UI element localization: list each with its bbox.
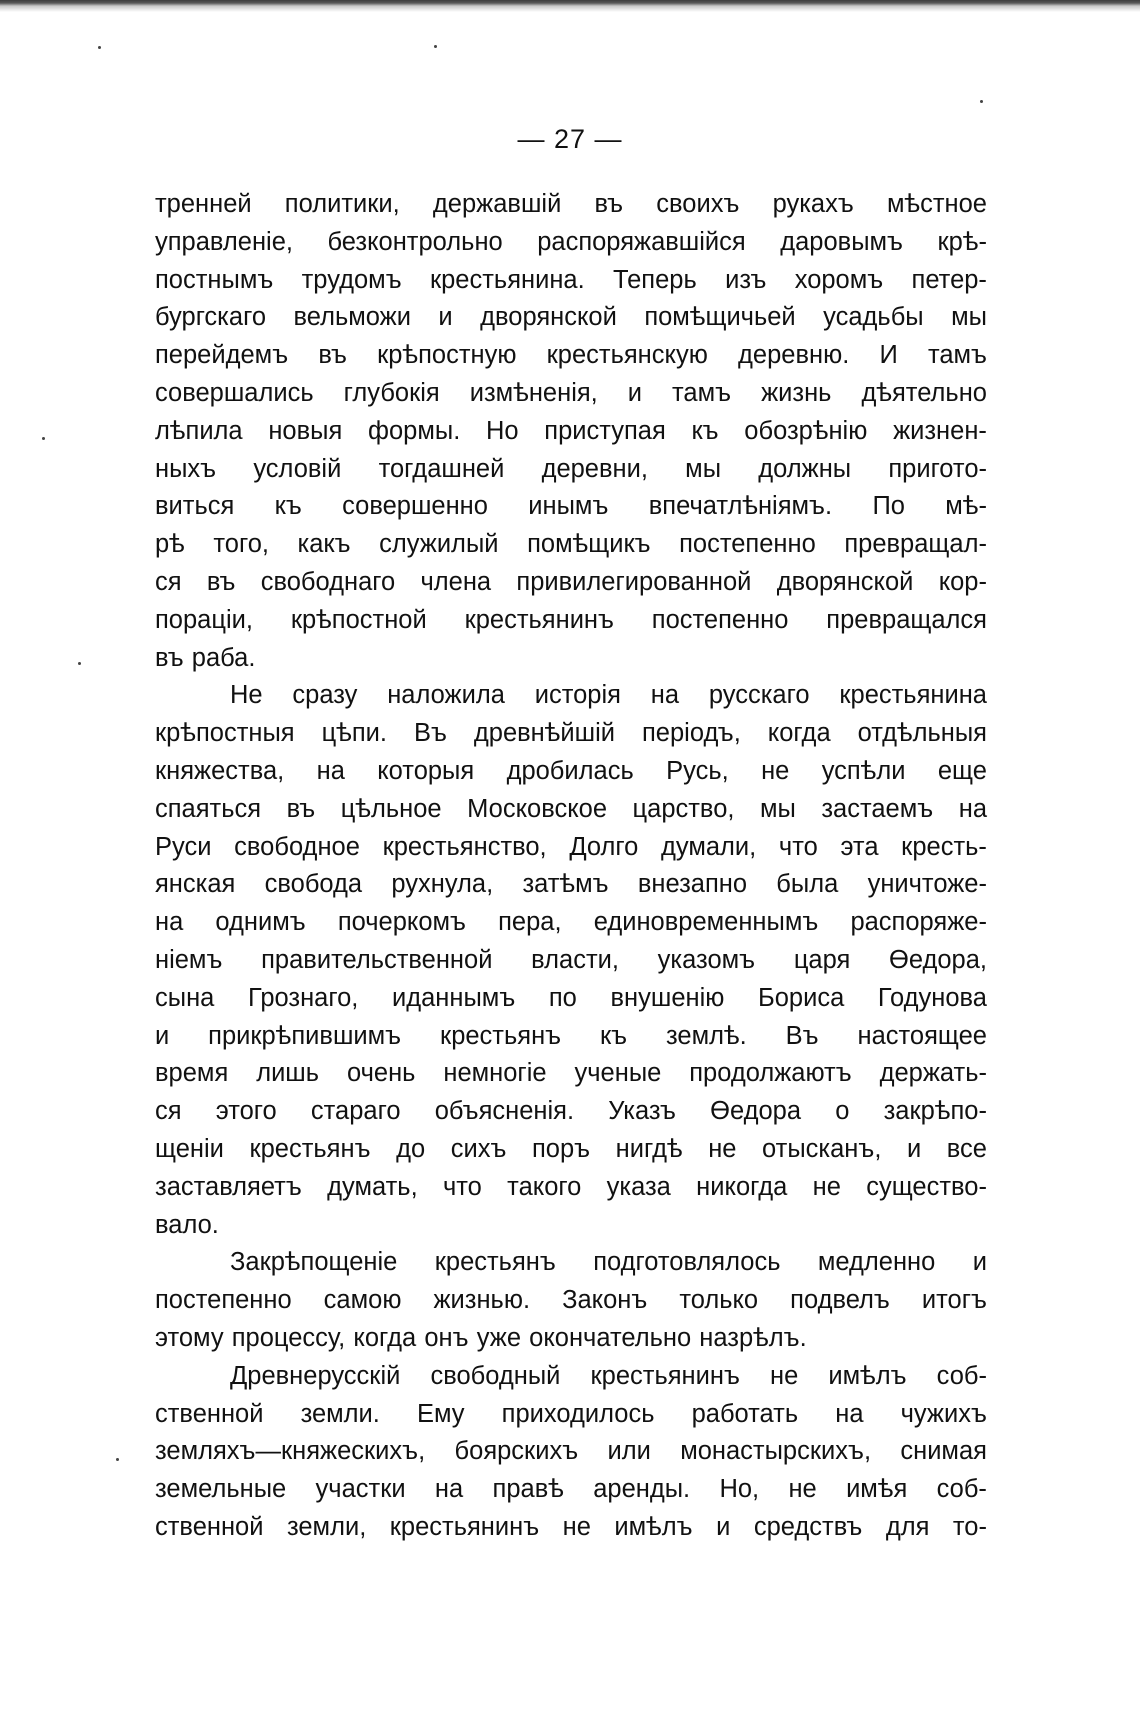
word: впечатлѣніямъ. <box>648 492 833 521</box>
word: изъ <box>725 265 767 294</box>
word: для <box>885 1512 930 1541</box>
word: крестьянина. <box>429 265 585 294</box>
text-line <box>155 1358 987 1396</box>
word: щеніи <box>155 1134 224 1163</box>
word: на <box>155 908 184 937</box>
word: въ <box>206 567 236 596</box>
word: Өедора, <box>889 945 987 974</box>
word: что <box>442 1172 482 1201</box>
word: пера, <box>498 908 562 937</box>
word: не <box>812 1172 841 1201</box>
text-line <box>155 262 987 300</box>
word: этому <box>155 1323 224 1352</box>
word: древнѣйшій <box>473 719 615 748</box>
text-line <box>155 942 987 980</box>
word: И <box>879 341 898 370</box>
word: виться <box>155 492 235 521</box>
word: на <box>958 794 987 823</box>
text-line <box>155 1018 987 1056</box>
word: стараго <box>310 1097 401 1126</box>
word: крестьянинъ <box>389 1512 540 1541</box>
word: пригото- <box>888 454 987 483</box>
word: земли, <box>286 1512 367 1541</box>
word: рукахъ <box>772 190 854 218</box>
word: перейдемъ <box>155 341 289 370</box>
text-line <box>155 1433 987 1471</box>
text-line <box>155 1169 987 1207</box>
word: бургскаго <box>155 303 267 332</box>
word: Грознаго, <box>247 983 359 1012</box>
word: державшій <box>432 190 562 218</box>
word: указомъ <box>657 945 756 974</box>
word: Древнерусскій <box>230 1361 401 1390</box>
text-line <box>155 488 987 526</box>
word: цѣпи. <box>321 719 387 748</box>
word: превращал- <box>844 530 987 559</box>
word: мѣ- <box>945 492 987 521</box>
word: постнымъ <box>155 265 274 294</box>
word: кресть- <box>901 832 987 861</box>
word: земельные <box>155 1475 287 1504</box>
word: совершенно <box>342 492 488 521</box>
word: ственной <box>155 1399 264 1428</box>
text-line <box>155 1282 987 1320</box>
word: эта <box>840 832 879 861</box>
word: земляхъ—княжескихъ, <box>155 1437 426 1466</box>
text-line <box>155 829 987 867</box>
word: имѣлъ <box>614 1512 693 1541</box>
word: приступая <box>544 416 666 445</box>
word: въ <box>155 643 184 672</box>
word: Въ <box>785 1021 819 1050</box>
word: къ <box>600 1021 628 1050</box>
word: обозрѣнію <box>744 416 868 445</box>
text-line <box>155 866 987 904</box>
text-line <box>155 1207 987 1245</box>
word: и <box>716 1512 731 1541</box>
word: распоряжавшійся <box>537 227 746 256</box>
word: своихъ <box>656 190 740 218</box>
word: не <box>562 1512 591 1541</box>
word: была <box>776 870 839 899</box>
word: самою <box>323 1286 402 1315</box>
word: и <box>438 303 453 332</box>
word: инымъ <box>528 492 609 521</box>
word: и <box>972 1248 987 1277</box>
word: что <box>778 832 818 861</box>
word: Руси <box>155 832 212 861</box>
word: янская <box>155 870 236 899</box>
word: закрѣпо- <box>883 1097 987 1126</box>
word: иданнымъ <box>391 983 516 1012</box>
word: землѣ. <box>666 1021 747 1050</box>
word: когда <box>353 1323 417 1352</box>
word: правѣ <box>492 1475 564 1504</box>
word: крестьянинъ <box>464 605 614 634</box>
page-number: — 27 — <box>517 124 623 154</box>
word: постепенно <box>651 605 789 634</box>
word: на <box>650 681 680 710</box>
word: подготовлялось <box>593 1248 781 1277</box>
word: окончательно <box>529 1323 692 1352</box>
text-line <box>155 526 987 564</box>
word: въ <box>594 190 624 218</box>
word: рѣ <box>155 530 185 559</box>
word: царство, <box>632 794 735 823</box>
word: ніемъ <box>155 945 223 974</box>
word: Годунова <box>877 983 987 1012</box>
word: настоящее <box>857 1021 987 1050</box>
word: итогъ <box>921 1286 987 1315</box>
text-line <box>155 1320 987 1358</box>
word: заставляетъ <box>155 1172 302 1201</box>
word: аренды. <box>593 1475 691 1504</box>
word: никогда <box>696 1172 788 1201</box>
word: крестьянина <box>839 681 987 710</box>
word: Долго <box>569 832 639 861</box>
word: постепенно <box>155 1286 292 1315</box>
word: безконтрольно <box>327 227 503 256</box>
word: соб- <box>936 1361 987 1390</box>
word: ученые <box>574 1059 662 1088</box>
word: По <box>872 492 905 521</box>
word: не <box>788 1475 817 1504</box>
word: лишь <box>256 1059 320 1088</box>
word: средствъ <box>753 1512 863 1541</box>
word: уничтоже- <box>867 870 987 899</box>
word: то- <box>952 1512 987 1541</box>
word: Ему <box>416 1399 465 1428</box>
word: крестьянъ <box>440 1021 562 1050</box>
word: исторія <box>534 681 621 710</box>
word: крестьянинъ <box>590 1361 740 1390</box>
word: помѣщикъ <box>527 530 651 559</box>
word: крестьянъ <box>249 1134 371 1163</box>
word: монастырскихъ, <box>680 1437 872 1466</box>
word: управленіе, <box>155 227 293 256</box>
word: свободный <box>430 1361 561 1390</box>
word: ственной <box>155 1512 264 1541</box>
word: думали, <box>660 832 757 861</box>
scan-speck <box>434 45 437 48</box>
word: которыя <box>377 756 475 785</box>
word: жизнью. <box>433 1286 531 1315</box>
word: думать, <box>327 1172 418 1201</box>
word: ся <box>155 567 182 596</box>
word: трудомъ <box>301 265 402 294</box>
word: имѣя <box>846 1475 908 1504</box>
word: участки <box>315 1475 406 1504</box>
word: соб- <box>936 1475 987 1504</box>
word: тамъ <box>927 341 987 370</box>
word: цѣльное <box>340 794 442 823</box>
word: вало. <box>155 1210 219 1239</box>
word: когда <box>767 719 831 748</box>
word: снимая <box>900 1437 987 1466</box>
word: на <box>835 1399 864 1428</box>
word: лѣпила <box>155 416 243 445</box>
word: назрѣлъ. <box>699 1323 807 1352</box>
word: не <box>708 1134 737 1163</box>
word: Бориса <box>758 983 845 1012</box>
word: деревню. <box>738 341 850 370</box>
word: жизнен- <box>893 416 987 445</box>
word: почеркомъ <box>337 908 466 937</box>
word: дворянской <box>776 567 914 596</box>
text-line <box>155 904 987 942</box>
word: мы <box>685 454 722 483</box>
word: Теперь <box>612 265 697 294</box>
word: все <box>946 1134 987 1163</box>
scan-top-edge <box>0 0 1140 14</box>
word: новыя <box>268 416 343 445</box>
word: мы <box>759 794 796 823</box>
word: усадьбы <box>823 303 924 332</box>
word: власти, <box>531 945 619 974</box>
word: медленно <box>817 1248 936 1277</box>
word: Указъ <box>608 1097 676 1126</box>
word: мѣстное <box>886 190 987 218</box>
word: превращался <box>826 605 987 634</box>
word: и <box>155 1021 170 1050</box>
word: русскаго <box>708 681 810 710</box>
word: условій <box>253 454 342 483</box>
text-line <box>155 1396 987 1434</box>
word: формы. <box>367 416 461 445</box>
word: распоряже- <box>850 908 987 937</box>
word: этого <box>215 1097 277 1126</box>
scan-speck <box>980 100 983 103</box>
word: дробилась <box>506 756 634 785</box>
text-line <box>155 715 987 753</box>
text-line <box>155 564 987 602</box>
word: помѣщичьей <box>644 303 796 332</box>
word: Өедора <box>710 1097 802 1126</box>
word: затѣмъ <box>522 870 609 899</box>
text-line <box>155 1055 987 1093</box>
word: и <box>906 1134 922 1163</box>
word: прикрѣпившимъ <box>208 1021 402 1050</box>
word: деревни, <box>541 454 648 483</box>
word: Въ <box>413 719 447 748</box>
text-line <box>155 791 987 829</box>
text-line <box>155 451 987 489</box>
word: Законъ <box>562 1286 648 1315</box>
word: періодъ, <box>641 719 741 748</box>
word: только <box>679 1286 759 1315</box>
word: рухнула, <box>391 870 494 899</box>
word: жизнь <box>761 378 832 407</box>
word: крестьянскую <box>546 341 708 370</box>
word: процессу, <box>231 1323 346 1352</box>
word: застаемъ <box>821 794 934 823</box>
text-line <box>155 1093 987 1131</box>
word: имѣлъ <box>828 1361 907 1390</box>
word: въ <box>318 341 347 370</box>
word: уже <box>476 1323 522 1352</box>
word: княжества, <box>155 756 285 785</box>
word: постепенно <box>679 530 816 559</box>
word: немногіе <box>443 1059 547 1088</box>
word: дворянской <box>480 303 617 332</box>
word: какъ <box>297 530 351 559</box>
word: привилегированной <box>516 567 752 596</box>
word: сразу <box>292 681 358 710</box>
text-line <box>155 413 987 451</box>
word: служилый <box>379 530 499 559</box>
body-text <box>155 186 987 1547</box>
word: раба. <box>191 643 256 672</box>
scan-speck <box>98 46 101 49</box>
word: того, <box>213 530 269 559</box>
word: работать <box>691 1399 799 1428</box>
word: правительственной <box>261 945 493 974</box>
word: подвелъ <box>790 1286 890 1315</box>
text-line <box>155 602 987 640</box>
word: крѣпостныя <box>155 719 295 748</box>
word: Но <box>485 416 519 445</box>
word: тогдашней <box>378 454 505 483</box>
word: совершались <box>155 378 314 407</box>
word: Но, <box>719 1475 760 1504</box>
word: Русь, <box>666 756 729 785</box>
word: земли. <box>300 1399 380 1428</box>
word: ся <box>155 1097 182 1126</box>
text-line <box>155 186 987 224</box>
word: успѣли <box>821 756 906 785</box>
word: на <box>434 1475 464 1504</box>
word: глубокія <box>343 378 440 407</box>
word: наложила <box>387 681 505 710</box>
word: крестьянъ <box>434 1248 556 1277</box>
word: петер- <box>911 265 987 294</box>
text-line <box>155 677 987 715</box>
text-line <box>155 640 987 678</box>
word: даровымъ <box>780 227 903 256</box>
word: внезапно <box>637 870 748 899</box>
scan-speck <box>116 1458 119 1461</box>
word: Московское <box>467 794 608 823</box>
word: ныхъ <box>155 454 217 483</box>
word: не <box>761 756 790 785</box>
word: Не <box>230 681 263 710</box>
word: боярскихъ <box>454 1437 579 1466</box>
word: отысканъ, <box>762 1134 882 1163</box>
word: указа <box>606 1172 671 1201</box>
word: мы <box>951 303 987 332</box>
word: поръ <box>531 1134 591 1163</box>
word: время <box>155 1059 229 1088</box>
word: онъ <box>424 1323 469 1352</box>
word: еще <box>937 756 987 785</box>
text-line <box>155 980 987 1018</box>
word: нигдѣ <box>615 1134 683 1163</box>
word: существо- <box>866 1172 987 1201</box>
text-line <box>155 1131 987 1169</box>
word: по <box>548 983 577 1012</box>
word: отдѣльныя <box>857 719 987 748</box>
word: до <box>396 1134 426 1163</box>
word: должны <box>758 454 852 483</box>
word: къ <box>274 492 302 521</box>
word: кор- <box>938 567 987 596</box>
word: сихъ <box>450 1134 507 1163</box>
word: свободнаго <box>260 567 396 596</box>
word: тренней <box>155 190 252 218</box>
word: крѣ- <box>937 227 987 256</box>
text-line <box>155 1471 987 1509</box>
word: крѣпостную <box>377 341 517 370</box>
text-line <box>155 224 987 262</box>
word: такого <box>507 1172 582 1201</box>
text-line <box>155 753 987 791</box>
word: Закрѣпощеніе <box>230 1248 398 1277</box>
word: на <box>316 756 345 785</box>
word: къ <box>691 416 719 445</box>
word: тамъ <box>672 378 732 407</box>
word: или <box>607 1437 651 1466</box>
word: единовременнымъ <box>593 908 819 937</box>
text-line <box>155 337 987 375</box>
word: сына <box>155 983 215 1012</box>
word: однимъ <box>215 908 306 937</box>
word: спаяться <box>155 794 262 823</box>
word: крѣпостной <box>290 605 427 634</box>
text-line <box>155 1509 987 1547</box>
word: чужихъ <box>900 1399 987 1428</box>
word: продолжаютъ <box>689 1059 852 1088</box>
word: въ <box>286 794 316 823</box>
word: приходилось <box>501 1399 655 1428</box>
word: дѣятельно <box>861 378 987 407</box>
word: и <box>627 378 643 407</box>
word: измѣненія, <box>469 378 598 407</box>
word: о <box>835 1097 850 1126</box>
word: свобода <box>264 870 363 899</box>
word: не <box>770 1361 799 1390</box>
word: хоромъ <box>794 265 884 294</box>
word: крестьянство, <box>382 832 547 861</box>
word: внушенію <box>610 983 725 1012</box>
text-line <box>155 1244 987 1282</box>
text-line <box>155 299 987 337</box>
scan-speck <box>42 437 45 440</box>
word: члена <box>420 567 492 596</box>
word: пораціи, <box>155 605 253 634</box>
word: вельможи <box>293 303 411 332</box>
word: свободное <box>234 832 360 861</box>
word: очень <box>346 1059 416 1088</box>
word: политики, <box>284 190 400 218</box>
word: царя <box>793 945 851 974</box>
text-line <box>155 375 987 413</box>
scan-speck <box>78 662 81 665</box>
word: держать- <box>879 1059 987 1088</box>
word: объясненія. <box>434 1097 575 1126</box>
